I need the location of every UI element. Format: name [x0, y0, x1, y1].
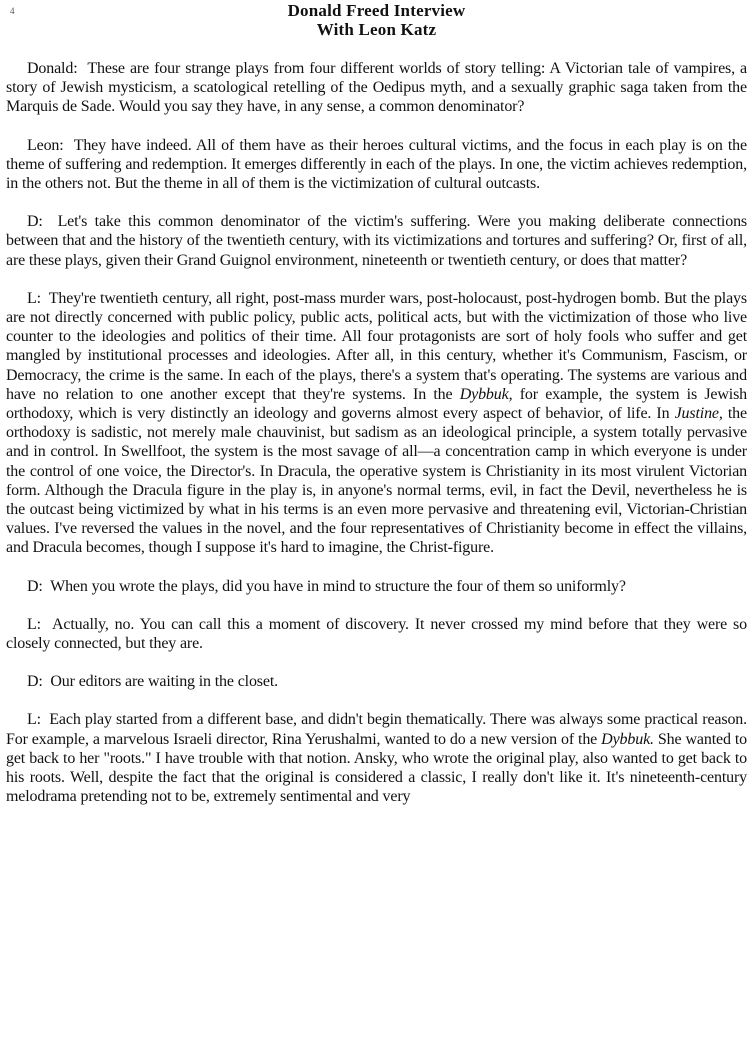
paragraph-text: for example, the system is Jewish orthodoxy, which is very distinctly an ideology and governs almost every aspect of behavior, of life. In: [6, 385, 747, 423]
paragraph-text: They're twentieth century, all right, post-mass murder wars, post-holocaust, post-hydrogen bomb. But the plays are not directly concerned with public policy, public acts, political acts, but with the victimization of those who live counter to the ideologies and politics of their time. All four protagonists are sort of holy fools who suffer and get mangled by institutional processes and ideologies. After all, in this century, whether it's Communism, Fascism, or Democracy, the crime is the same. In each of the plays, there's a system that's operating. The systems are various and have no relation to one another except that they're systems. In the: [6, 289, 747, 403]
interview-paragraph: [6, 212, 747, 270]
interview-paragraph: [6, 59, 747, 117]
interview-paragraph: [6, 289, 747, 558]
interview-paragraph: [6, 672, 747, 691]
paragraph-text: When you wrote the plays, did you have in mind to structure the four of them so uniformly?: [50, 577, 626, 595]
speaker-label: D:: [27, 577, 43, 595]
italic-title-text: Dybbuk.: [601, 730, 654, 748]
title-line-2: With Leon Katz: [316, 20, 437, 39]
interview-paragraph: [6, 710, 747, 806]
document-title: [6, 1, 747, 39]
speaker-label: Leon:: [27, 136, 64, 154]
title-line-1: Donald Freed Interview: [287, 1, 466, 20]
interview-paragraph: [6, 136, 747, 194]
page-corner-mark: 4: [10, 6, 15, 16]
document-page: [6, 0, 747, 826]
speaker-label: L:: [27, 711, 41, 729]
paragraph-text: They have indeed. All of them have as their heroes cultural victims, and the focus in each play is on the theme of suffering and redemption. It emerges differently in each of the plays. In one, the victim achieves redemption, in the others not. But the theme in all of them is the victimization of cultural outcasts.: [6, 136, 747, 193]
paragraph-text: These are four strange plays from four different worlds of story telling: A Victorian tale of vampires, a story of Jewish mysticism, a scatological retelling of the Oedipus myth, and a sexually graphic saga taken from the Marquis de Sade. Would you say they have, in any sense, a common denominator?: [6, 60, 747, 116]
italic-title-text: Justine,: [674, 405, 723, 423]
paragraph-text: the orthodoxy is sadistic, not merely male chauvinist, but sadism as an ideological principle, a system totally pervasive and in control. In Swellfoot, the system is the most savage of all—a concentration camp in which everyone is under the control of one voice, the Director's. In Dracula, the operative system is Christianity in its most virulent Victorian form. Although the Dracula figure in the play is, in anyone's normal terms, evil, in fact the Devil, nevertheless he is the outcast being victimized by what in his terms is an even more pervasive and threatening evil, Victorian-Christian values. I've reversed the values in the novel, and the four representatives of Christianity become in effect the villains, and Dracula becomes, though I suppose it's hard to imagine, the Christ-figure.: [6, 405, 747, 557]
interview-paragraph: [6, 615, 747, 653]
paragraph-text: Let's take this common denominator of the victim's suffering. Were you making deliberate connections between that and the history of the twentieth century, with its victimizations and tortures and suffering? Or, first of all, are these plays, given their Grand Guignol environment, nineteenth or twentieth century, or does that matter?: [6, 213, 747, 269]
paragraph-text: Our editors are waiting in the closet.: [50, 673, 278, 691]
paragraph-text: Each play started from a different base, and didn't begin thematically. There was always some practical reason. For example, a marvelous Israeli director, Rina Yerushalmi, wanted to do a new version of the: [6, 711, 747, 748]
italic-title-text: Dybbuk,: [459, 385, 513, 403]
interview-body: [6, 59, 747, 807]
speaker-label: D:: [27, 673, 43, 691]
speaker-label: L:: [27, 289, 41, 307]
speaker-label: L:: [27, 615, 41, 633]
interview-paragraph: [6, 577, 747, 596]
speaker-label: Donald:: [27, 60, 78, 77]
paragraph-text: She wanted to get back to her "roots." I have trouble with that notion. Ansky, who wrote the original play, also wanted to get back to his roots. Well, despite the fact that the original is considered a classic, I really don't like it. It's nineteenth-century melodrama pretending not to be, extremely sentimental and very: [6, 730, 747, 806]
speaker-label: D:: [27, 213, 43, 231]
paragraph-text: Actually, no. You can call this a moment of discovery. It never crossed my mind before that they were so closely connected, but they are.: [6, 615, 747, 653]
